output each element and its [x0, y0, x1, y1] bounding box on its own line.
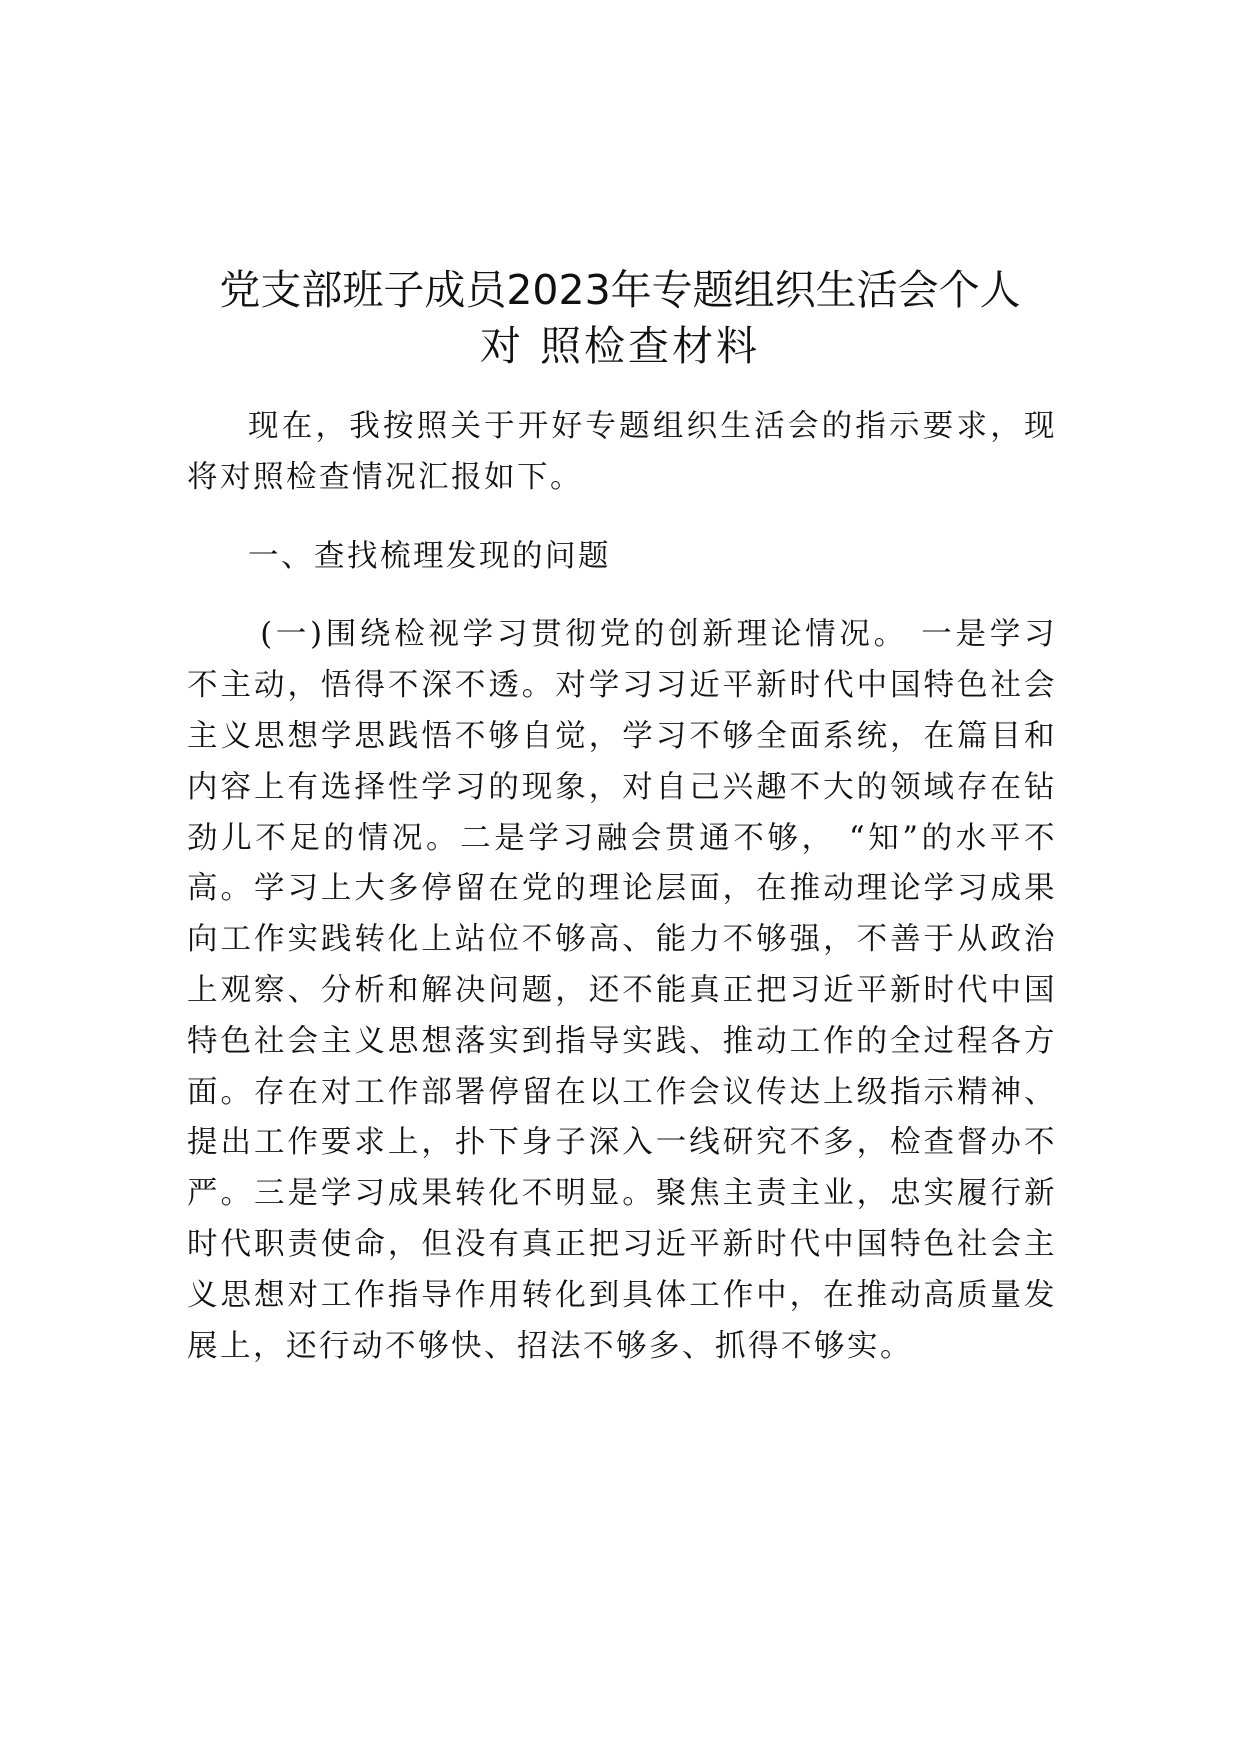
section-heading: 一、查找梳理发现的问题 — [248, 538, 611, 574]
section-paragraph: (一)围绕检视学习贯彻党的创新理论情况。 一是学习不主动，悟得不深不透。对学习习近平新时代中国特色社会主义思想学思践悟不够自觉，学习不够全面系统，在篇目和内容上有选择性学习的现象，对自己兴趣不大的领域存在钻劲儿不足的情况。二是学习融会贯通不够， “知”的水平不高。学习上大多停留在党的理论层面，在推动理论学习成果向工作实践转化上站位不够高、能力不够强，不善于从政治上观察、分析和解决问题，还不能真正把习近平新时代中国特色社会主义思想落实到指导实践、推动工作的全过程各方面。存在对工作部署停留在以工作会议传达上级指示精神、提出工作要求上，扑下身子深入一线研究不多，检查督办不严。三是学习成果转化不明显。聚焦主责主业，忠实履行新时代职责使命，但没有真正把习近平新时代中国特色社会主义思想对工作指导作用转化到具体工作中，在推动高质量发展上，还行动不够快、招法不够多、抓得不够实。 — [187, 617, 1057, 1364]
title-line-2: 对 照检查材料 — [479, 322, 761, 370]
title-line-1: 党支部班子成员2023年专题组织生活会个人 — [219, 266, 1021, 314]
document-body — [187, 402, 1057, 1372]
intro-paragraph: 现在，我按照关于开好专题组织生活会的指示要求，现将对照检查情况汇报如下。 — [187, 409, 1057, 495]
document-title — [150, 262, 1090, 374]
